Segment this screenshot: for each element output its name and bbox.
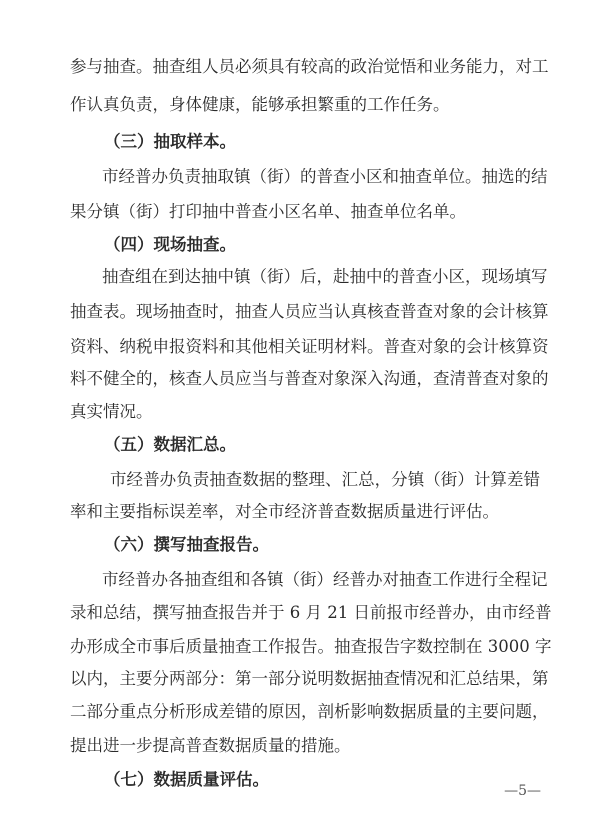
section-heading-6: （六）撰写抽查报告。 [104,535,269,554]
text-line: 果分镇（街）打印抽中普查小区名单、抽查单位名单。 [70,202,466,221]
text-line: 资料、纳税申报资料和其他相关证明材料。普查对象的会计核算资 [70,337,549,356]
text-line: 二部分重点分析形成差错的原因，剖析影响数据质量的主要问题， [70,702,549,721]
text-line: 以内，主要分两部分：第一部分说明数据抽查情况和汇总结果，第 [70,669,549,688]
text-line: 市经普办负责抽取镇（街）的普查小区和抽查单位。抽选的结 [102,167,548,186]
text-line: 抽查表。现场抽查时，抽查人员应当认真核查普查对象的会计核算 [70,302,549,321]
section-heading-7: （七）数据质量评估。 [104,770,269,789]
section-heading-5: （五）数据汇总。 [104,435,236,454]
section-heading-4: （四）现场抽查。 [104,235,236,254]
text-line: 市经普办负责抽查数据的整理、汇总，分镇（街）计算差错 [110,470,540,489]
text-line: 市经普办各抽查组和各镇（街）经普办对抽查工作进行全程记 [102,570,548,589]
text-line: 真实情况。 [70,402,153,421]
text-line: 作认真负责，身体健康，能够承担繁重的工作任务。 [70,95,450,114]
text-line: 办形成全市事后质量抽查工作报告。抽查报告字数控制在 3000 字 [70,637,552,656]
text-line: 抽查组在到达抽中镇（街）后，赴抽中的普查小区，现场填写 [102,267,548,286]
page-number: —5— [504,783,541,799]
section-heading-3: （三）抽取样本。 [104,132,236,151]
text-line: 率和主要指标误差率，对全市经济普查数据质量进行评估。 [70,502,499,521]
text-line: 录和总结，撰写抽查报告并于 6 月 21 日前报市经普办，由市经普 [70,603,552,622]
text-line: 参与抽查。抽查组人员必须具有较高的政治觉悟和业务能力，对工 [70,57,549,76]
text-line: 提出进一步提高普查数据质量的措施。 [70,736,351,755]
text-line: 料不健全的，核查人员应当与普查对象深入沟通，查清普查对象的 [70,369,549,388]
